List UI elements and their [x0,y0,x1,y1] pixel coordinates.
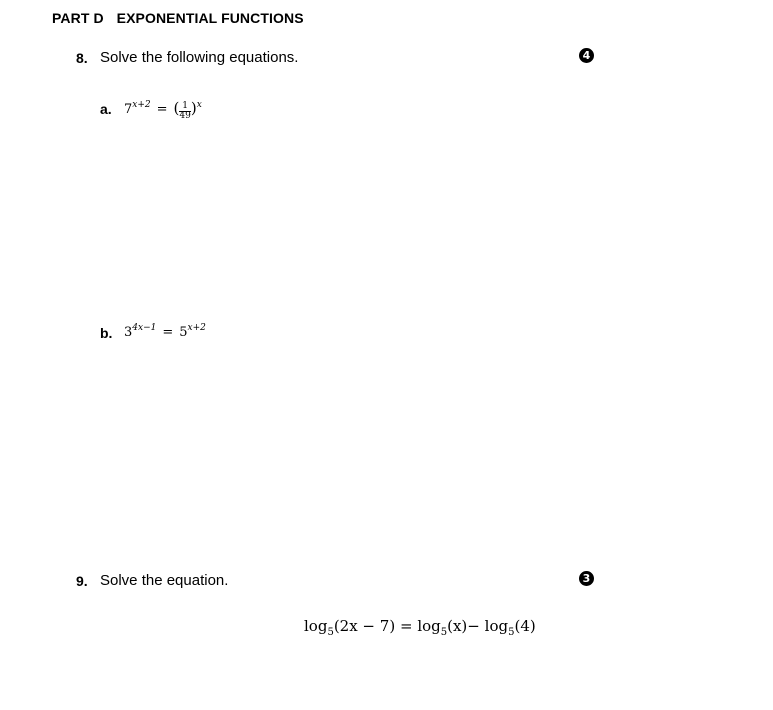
part-heading [52,10,304,26]
log-3-base: 5 [508,627,515,638]
question-9-marks-badge: 3 [579,571,594,586]
eq8b-rhs-exponent: x+2 [187,323,206,333]
eq8a-equals: = [156,102,168,117]
question-8-number: 8. [76,50,88,66]
eq8a-lhs-exponent: x+2 [132,100,151,110]
log-1: log [304,617,328,635]
log-3: log [484,617,509,635]
eq8a-lhs-base: 7 [124,102,133,117]
question-8-prompt: Solve the following equations. [100,49,299,66]
question-9-number: 9. [76,573,88,589]
question-8b-label: b. [100,325,113,341]
eq8b-equals: = [162,325,174,340]
log-2-argument: (x) [447,617,468,635]
question-8a-equation: $7^{x+2}$ = ( $\frac{1}{49}$ )$^x$ [124,99,202,121]
question-9-equation [304,617,536,638]
eq8b-lhs-base: 3 [124,325,133,340]
eq8a-frac-denominator: 49 [179,111,191,121]
log-1-base: 5 [327,627,334,638]
part-label: PART D [52,10,104,26]
eq8b-lhs-exponent: 4x−1 [132,323,157,333]
eq8b-rhs-base: 5 [179,325,188,340]
question-9-prompt: Solve the equation. [100,572,229,589]
log-3-argument: (4) [514,617,536,635]
log-1-argument: (2x − 7) [333,617,396,635]
log-2: log [417,617,441,635]
question-8-marks-badge: 4 [579,48,594,63]
eq8a-frac-numerator: 1 [179,102,190,112]
eq8a-rhs-exponent: x [196,100,202,110]
eq8a-fraction [179,102,190,121]
question-8a-label: a. [100,101,112,117]
eq9-minus: − [467,617,480,635]
eq9-equals: = [399,617,413,635]
log-2-base: 5 [440,627,448,638]
part-title: EXPONENTIAL FUNCTIONS [116,10,304,26]
question-8b-equation [124,325,206,340]
